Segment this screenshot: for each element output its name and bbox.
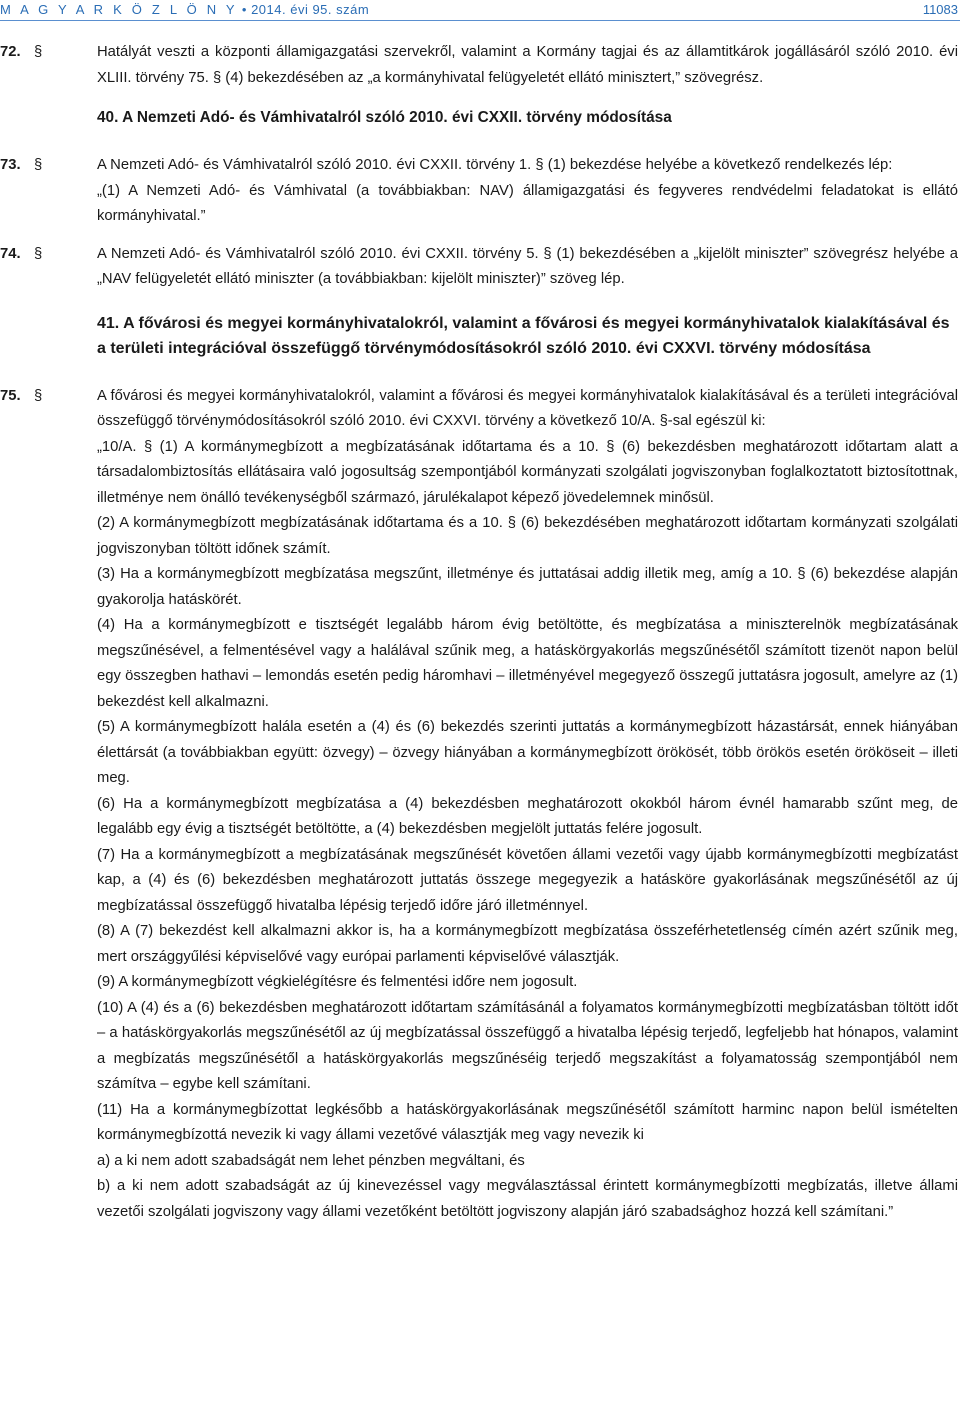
section-text: A Nemzeti Adó- és Vámhivatalról szóló 2010. évi CXXII. törvény 1. § (1) bekezdése helyébe a következő rendelkezés lép: — [97, 157, 893, 173]
chapter-heading-41: 41. A fővárosi és megyei kormányhivatalokról, valamint a fővárosi és megyei kormányhivatalok kialakításával és a területi integrációval összefüggő törvénymódosításokról szóló 2010. évi CXXVI. törvény módosítása — [97, 314, 950, 357]
subsection-4: (4) Ha a kormánymegbízott e tisztségét legalább három évig betöltötte, és megbízatása a miniszterelnök megbízatásának megszűnésével, a felmentésével vagy a halálával szűnik meg, a hatáskörgyakorlás megszűnésétől számított tizenöt napon belül egy összegben hathavi – lemondás esetén pedig háromhavi – illetményével megegyező összegű juttatásra jogosult, amelyre az (1) bekezdést kell alkalmazni. — [97, 617, 958, 710]
header-rule — [0, 20, 960, 21]
header-bullet: • — [241, 2, 247, 17]
subsection-8: (8) A (7) bekezdést kell alkalmazni akkor is, ha a kormánymegbízott megbízatása összeférhetetlenség címén azért szűnik meg, mert országgyűlési képviselővé vagy európai parlamenti képviselővé választják. — [97, 923, 958, 965]
section-sign: § — [34, 245, 43, 262]
journal-title — [0, 2, 369, 17]
section-75 — [0, 384, 958, 435]
subsection-7: (7) Ha a kormánymegbízott a megbízatásának megszűnését követően állami vezetői vagy újabb kormánymegbízotti megbízatást kap, a (4) és (6) bekezdésben meghatározott juttatás összege megegyezik a hatásköre gyakorlásának megszűnésétől az új megbízatással összefüggő hivatalba lépésig terjedő időre járó illetménnyel. — [97, 846, 958, 914]
subsection-2: (2) A kormánymegbízott megbízatásának időtartama és a 10. § (6) bekezdésében meghatározott időtartam kormányzati szolgálati jogviszonyban töltött időnek számít. — [97, 515, 958, 557]
section-number: 72. — [0, 44, 21, 60]
page-header — [0, 0, 960, 20]
section-sign: § — [34, 157, 43, 173]
section-text: Hatályát veszti a központi államigazgatási szervekről, valamint a Kormány tagjai és az államtitkárok jogállásáról szóló 2010. évi XLIII. törvény 75. § (4) bekezdésében az „a kormányhivatal felügyeletét ellátó minisztert,” szövegrész. — [97, 44, 958, 86]
section-74 — [0, 242, 958, 293]
section-text: A fővárosi és megyei kormányhivatalokról, valamint a fővárosi és megyei kormányhivatalok kialakításával és a területi integrációval összefüggő törvénymódosításokról szóló 2010. évi CXXVI. törvény a következő 10/A. §-sal egészül ki: — [97, 387, 958, 429]
section-73 — [0, 153, 958, 230]
section-sign: § — [34, 44, 43, 60]
page-number: 11083 — [922, 2, 958, 17]
section-number: 74. — [0, 245, 21, 262]
subsection-11-point-b: b) a ki nem adott szabadságát az új kinevezéssel vagy megválasztással érintett kormánymegbízotti megbízatás, illetve állami vezetői szolgálati jogviszony vagy állami vezetőként betöltött jogviszony alapján járó szabadsághoz hozzá kell számítani.” — [97, 1178, 958, 1220]
section-72 — [0, 40, 958, 91]
section-number: 75. — [0, 387, 21, 404]
subsection-11: (11) Ha a kormánymegbízottat legkésőbb a hatáskörgyakorlásának megszűnésétől számított harminc napon belül ismételten kormánymegbízottá nevezik ki vagy állami vezetővé választják meg vagy nevezik ki — [97, 1101, 958, 1143]
section-number: 73. — [0, 157, 21, 173]
chapter-heading-40: 40. A Nemzeti Adó- és Vámhivatalról szóló 2010. évi CXXII. törvény módosítása — [97, 109, 672, 126]
section-sign: § — [34, 387, 43, 404]
subsection-9: (9) A kormánymegbízott végkielégítésre és felmentési időre nem jogosult. — [97, 974, 578, 990]
subsection-5: (5) A kormánymegbízott halála esetén a (4) és (6) bekezdés szerinti juttatás a kormánymegbízott házastársát, ennek hiányában élettársát (a továbbiakban együtt: özvegy) – özvegy hiányában a kormánymegbízott örökösét, több örökös esetén örököseit – illeti meg. — [97, 719, 958, 786]
subsection-1: „10/A. § (1) A kormánymegbízott a megbízatásának időtartama és a 10. § (6) bekezdésben meghatározott időtartam alatt a társadalombiztosítás ellátásaira való jogosultság szempontjából kormányzati szolgálati jogviszonyban foglalkoztatott biztosítottnak, illetménye nem önálló tevékenységből származó, járulékalapot képező jövedelemnek minősül. — [97, 438, 958, 506]
document-body — [0, 40, 958, 1225]
quoted-provision: „(1) A Nemzeti Adó- és Vámhivatal (a továbbiakban: NAV) államigazgatási és fegyveres rendvédelmi feladatokat is ellátó kormányhivatal.” — [97, 182, 958, 224]
issue-number: 2014. évi 95. szám — [251, 2, 370, 17]
section-text: A Nemzeti Adó- és Vámhivatalról szóló 2010. évi CXXII. törvény 5. § (1) bekezdésében a „kijelölt miniszter” szövegrész helyébe a „NAV felügyeletét ellátó miniszter (a továbbiakban: kijelölt miniszter)” szöveg lép. — [97, 245, 958, 287]
subsection-11-point-a: a) a ki nem adott szabadságát nem lehet pénzben megváltani, és — [97, 1152, 525, 1169]
journal-name: M A G Y A R K Ö Z L Ö N Y — [0, 2, 238, 17]
subsection-3: (3) Ha a kormánymegbízott megbízatása megszűnt, illetménye és juttatásai addig illetik meg, amíg a 10. § (6) bekezdése alapján gyakorolja hatáskörét. — [97, 566, 958, 608]
subsection-10: (10) A (4) és a (6) bekezdésben meghatározott időtartam számításánál a folyamatos kormánymegbízotti megbízatásban töltött időt – a hatáskörgyakorlás megszűnésétől az új megbízatással összefüggő a hivatalba lépésig terjedő, legfeljebb hat hónapos, valamint a megbízatás megszűnésétől a hatáskörgyakorlás megszűnéséig terjedő megszakítást a folyamatosság szempontjából nem számítva – egybe kell számítani. — [97, 999, 958, 1092]
subsection-6: (6) Ha a kormánymegbízott megbízatása a (4) bekezdésben meghatározott okokból három évnél hamarabb szűnt meg, de legalább egy évig a tisztségét betöltötte, a (4) bekezdésben megjelölt juttatás felére jogosult. — [97, 795, 958, 837]
